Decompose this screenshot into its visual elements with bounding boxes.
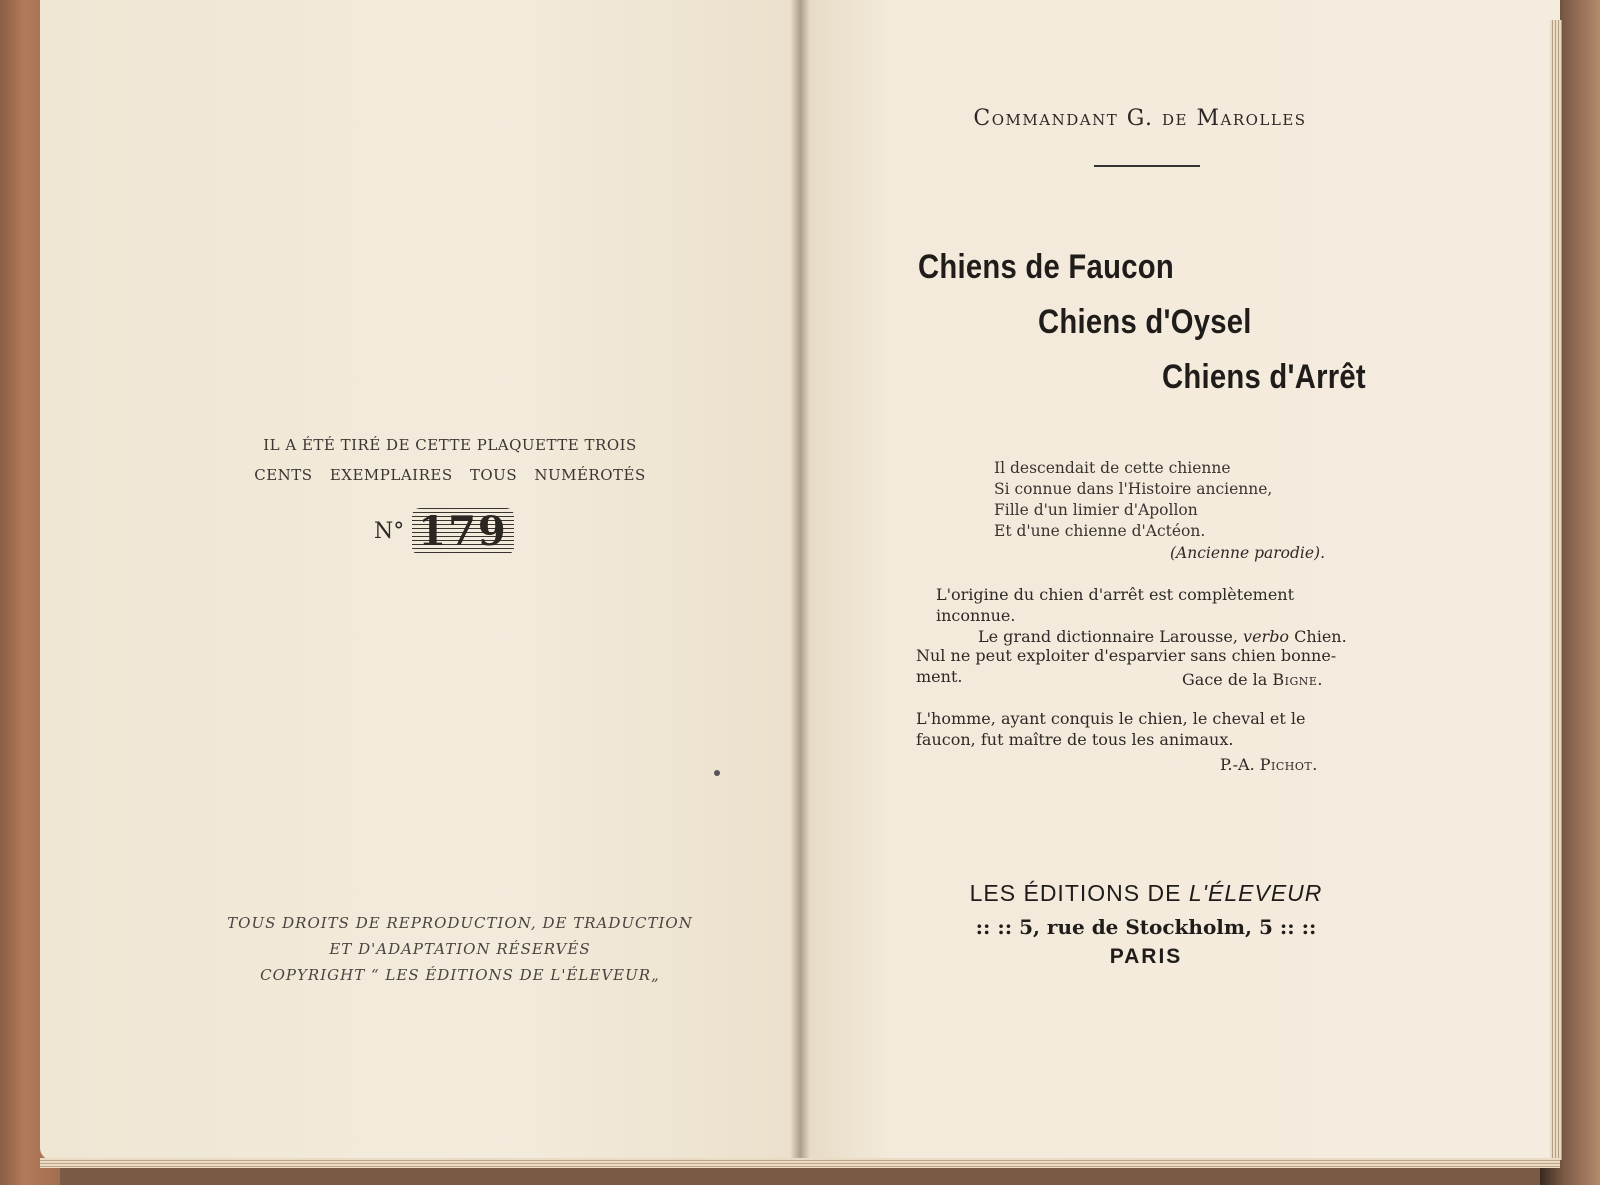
author-divider xyxy=(1094,165,1200,167)
verse-line: Il descendait de cette chienne xyxy=(994,459,1231,477)
print-run-line: IL A ÉTÉ TIRÉ DE CETTE PLAQUETTE TROIS xyxy=(263,436,637,454)
quote-line: ment. xyxy=(916,667,963,686)
epigraph-pichot xyxy=(916,708,1376,750)
print-run-line: CENTS EXEMPLAIRES TOUS NUMÉROTÉS xyxy=(254,466,646,484)
rights-line: TOUS DROITS DE REPRODUCTION, DE TRADUCTION xyxy=(227,914,693,932)
print-run-notice xyxy=(240,430,660,490)
title-line-1: Chiens de Faucon xyxy=(918,248,1174,286)
quote-attribution: Gace de la Bigne. xyxy=(1182,670,1324,689)
publisher-address: :: :: 5, rue de Stockholm, 5 :: :: xyxy=(975,915,1317,939)
title-line-3: Chiens d'Arrêt xyxy=(1162,358,1366,396)
rights-line: COPYRIGHT “ LES ÉDITIONS DE L'ÉLEVEUR„ xyxy=(260,966,660,984)
copy-number xyxy=(374,506,514,556)
quote-line: Nul ne peut exploiter d'esparvier sans chien bonne- xyxy=(916,646,1337,665)
quote-line: L'origine du chien d'arrêt est complètement inconnue. xyxy=(936,585,1295,625)
publisher-imprint xyxy=(946,880,1346,969)
epigraph-verse xyxy=(994,458,1272,542)
quote-attribution: P.-A. Pichot. xyxy=(1220,755,1318,774)
right-page xyxy=(800,0,1560,1160)
publisher-name: LES ÉDITIONS DE L'ÉLEVEUR xyxy=(969,880,1323,906)
verse-line: Fille d'un limier d'Apollon xyxy=(994,501,1198,519)
book-gutter xyxy=(790,0,810,1160)
epigraph-larousse xyxy=(936,584,1376,647)
quote-line: faucon, fut maître de tous les animaux. xyxy=(916,730,1234,749)
author-name: Commandant G. de Marolles xyxy=(973,106,1307,131)
page-bottom-edges xyxy=(40,1158,1560,1168)
quote-attribution: Le grand dictionnaire Larousse, verbo Chien. xyxy=(978,627,1347,646)
rights-line: ET D'ADAPTATION RÉSERVÉS xyxy=(329,940,591,958)
number-stamp: 179 xyxy=(412,508,514,555)
verse-line: Et d'une chienne d'Actéon. xyxy=(994,522,1206,540)
title-line-2: Chiens d'Oysel xyxy=(1038,303,1252,341)
quote-line: L'homme, ayant conquis le chien, le cheval et le xyxy=(916,709,1306,728)
ink-speck xyxy=(714,770,720,776)
rights-notice xyxy=(200,910,720,988)
verse-source: (Ancienne parodie). xyxy=(1170,544,1326,562)
number-label: N° xyxy=(374,518,405,544)
publisher-city: PARIS xyxy=(1109,945,1183,968)
verse-line: Si connue dans l'Histoire ancienne, xyxy=(994,480,1273,498)
page-edges xyxy=(1550,20,1562,1160)
